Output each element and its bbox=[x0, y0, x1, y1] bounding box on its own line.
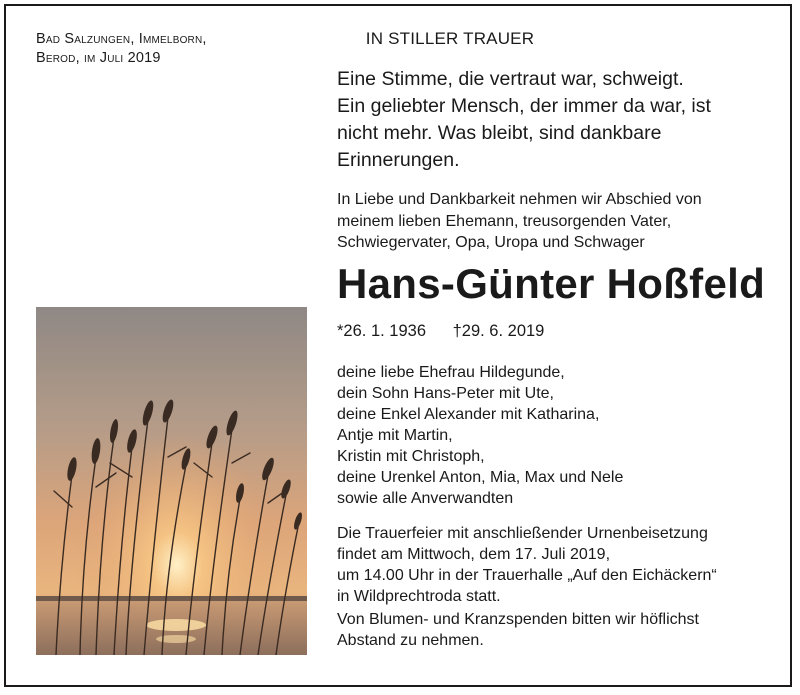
flowers-line: Abstand zu nehmen. bbox=[337, 632, 484, 649]
funeral-details bbox=[337, 523, 717, 607]
funeral-line: findet am Mittwoch, dem 17. Juli 2019, bbox=[337, 546, 611, 563]
intro-line: In Liebe und Dankbarkeit nehmen wir Abschied von bbox=[337, 191, 702, 208]
poem bbox=[337, 66, 711, 174]
funeral-line: in Wildprechtroda statt. bbox=[337, 588, 501, 605]
funeral-line: um 14.00 Uhr in der Trauerhalle „Auf den Eichäckern“ bbox=[337, 567, 717, 584]
place-date bbox=[36, 30, 207, 68]
mourner-line: Kristin mit Christoph, bbox=[337, 448, 485, 465]
mourner-line: sowie alle Anverwandten bbox=[337, 490, 514, 507]
flowers-request bbox=[337, 609, 699, 651]
mourner-line: dein Sohn Hans-Peter mit Ute, bbox=[337, 385, 554, 402]
mourners-list bbox=[337, 362, 623, 509]
mourner-line: deine Urenkel Anton, Mia, Max und Nele bbox=[337, 469, 624, 486]
deceased-name: Hans-Günter Hoßfeld bbox=[337, 260, 766, 307]
funeral-line: Die Trauerfeier mit anschließender Urnenbeisetzung bbox=[337, 525, 708, 542]
poem-line: Erinnerungen. bbox=[337, 149, 460, 171]
mourner-line: Antje mit Martin, bbox=[337, 427, 453, 444]
intro-text bbox=[337, 189, 702, 254]
mourner-line: deine Enkel Alexander mit Katharina, bbox=[337, 406, 600, 423]
poem-line: Ein geliebter Mensch, der immer da war, ist bbox=[337, 95, 711, 117]
intro-line: Schwiegervater, Opa, Uropa und Schwager bbox=[337, 234, 645, 251]
poem-line: nicht mehr. Was bleibt, sind dankbare bbox=[337, 122, 662, 144]
birth-date: *26. 1. 1936 bbox=[337, 322, 426, 340]
poem-line: Eine Stimme, die vertraut war, schweigt. bbox=[337, 68, 684, 90]
sunset-reeds-photo bbox=[36, 307, 307, 655]
mourner-line: deine liebe Ehefrau Hildegunde, bbox=[337, 364, 565, 381]
flowers-line: Von Blumen- und Kranzspenden bitten wir höflichst bbox=[337, 611, 699, 628]
intro-line: meinem lieben Ehemann, treusorgenden Vater, bbox=[337, 212, 672, 230]
death-date: †29. 6. 2019 bbox=[452, 322, 545, 340]
place-line-1: Bad Salzungen, Immelborn, bbox=[36, 31, 207, 47]
life-dates bbox=[337, 322, 566, 341]
notice-heading: IN STILLER TRAUER bbox=[365, 29, 535, 48]
place-line-2: Berod, im Juli 2019 bbox=[36, 50, 161, 66]
